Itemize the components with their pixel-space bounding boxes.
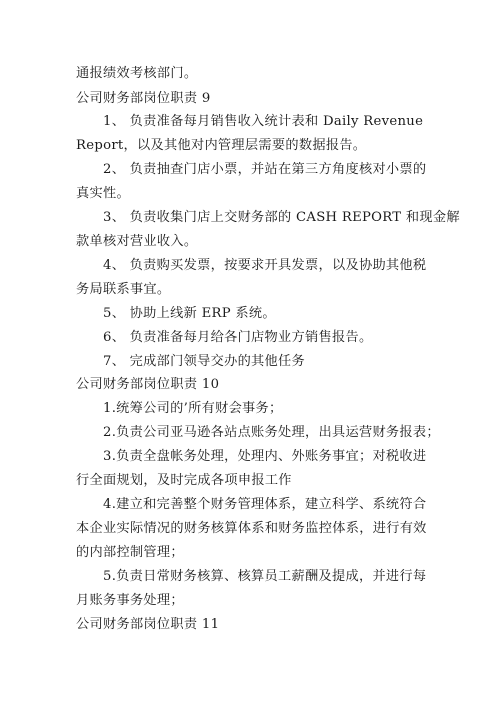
text-line: 行全面规划，及时完成各项申报工作 (76, 473, 292, 488)
text-line: 真实性。 (76, 186, 130, 201)
text-line: 的内部控制管理； (76, 545, 184, 560)
duty-item: 1、 负责准备每月销售收入统计表和 Daily Revenue (103, 114, 424, 129)
text-line: 月账务事务处理； (76, 593, 184, 608)
duty-item: 1.统筹公司的’所有财会事务； (103, 401, 283, 416)
text-line: 款单核对营业收入。 (76, 234, 198, 249)
duty-item: 4.建立和完善整个财务管理体系，建立科学、系统符合 (103, 497, 427, 512)
duty-item: 3、 负责收集门店上交财务部的 CASH REPORT 和现金解 (103, 210, 460, 225)
duty-item: 2.负责公司亚马逊各站点账务处理，出具运营财务报表； (103, 425, 440, 440)
text-line: Report，以及其他对内管理层需要的数据报告。 (76, 138, 367, 153)
section-heading: 公司财务部岗位职责 9 (76, 91, 211, 106)
section-heading: 公司财务部岗位职责 11 (76, 617, 220, 632)
duty-item: 7、 完成部门领导交办的其他任务 (103, 354, 306, 369)
text-line: 本企业实际情况的财务核算体系和财务监控体系，进行有效 (76, 521, 427, 536)
duty-item: 4、 负责购买发票，按要求开具发票，以及协助其他税 (103, 258, 427, 273)
section-heading: 公司财务部岗位职责 10 (76, 377, 220, 392)
duty-item: 5、 协助上线新 ERP 系统。 (103, 306, 276, 321)
duty-item: 6、 负责准备每月给各门店物业方销售报告。 (103, 330, 373, 345)
duty-item: 3.负责全盘帐务处理，处理内、外账务事宜；对税收进 (103, 449, 427, 464)
duty-item: 2、 负责抽查门店小票，并站在第三方角度核对小票的 (103, 162, 427, 177)
text-line: 通报绩效考核部门。 (76, 66, 198, 81)
text-line: 务局联系事宜。 (76, 282, 171, 297)
duty-item: 5.负责日常财务核算、核算员工薪酬及提成，并进行每 (103, 569, 427, 584)
